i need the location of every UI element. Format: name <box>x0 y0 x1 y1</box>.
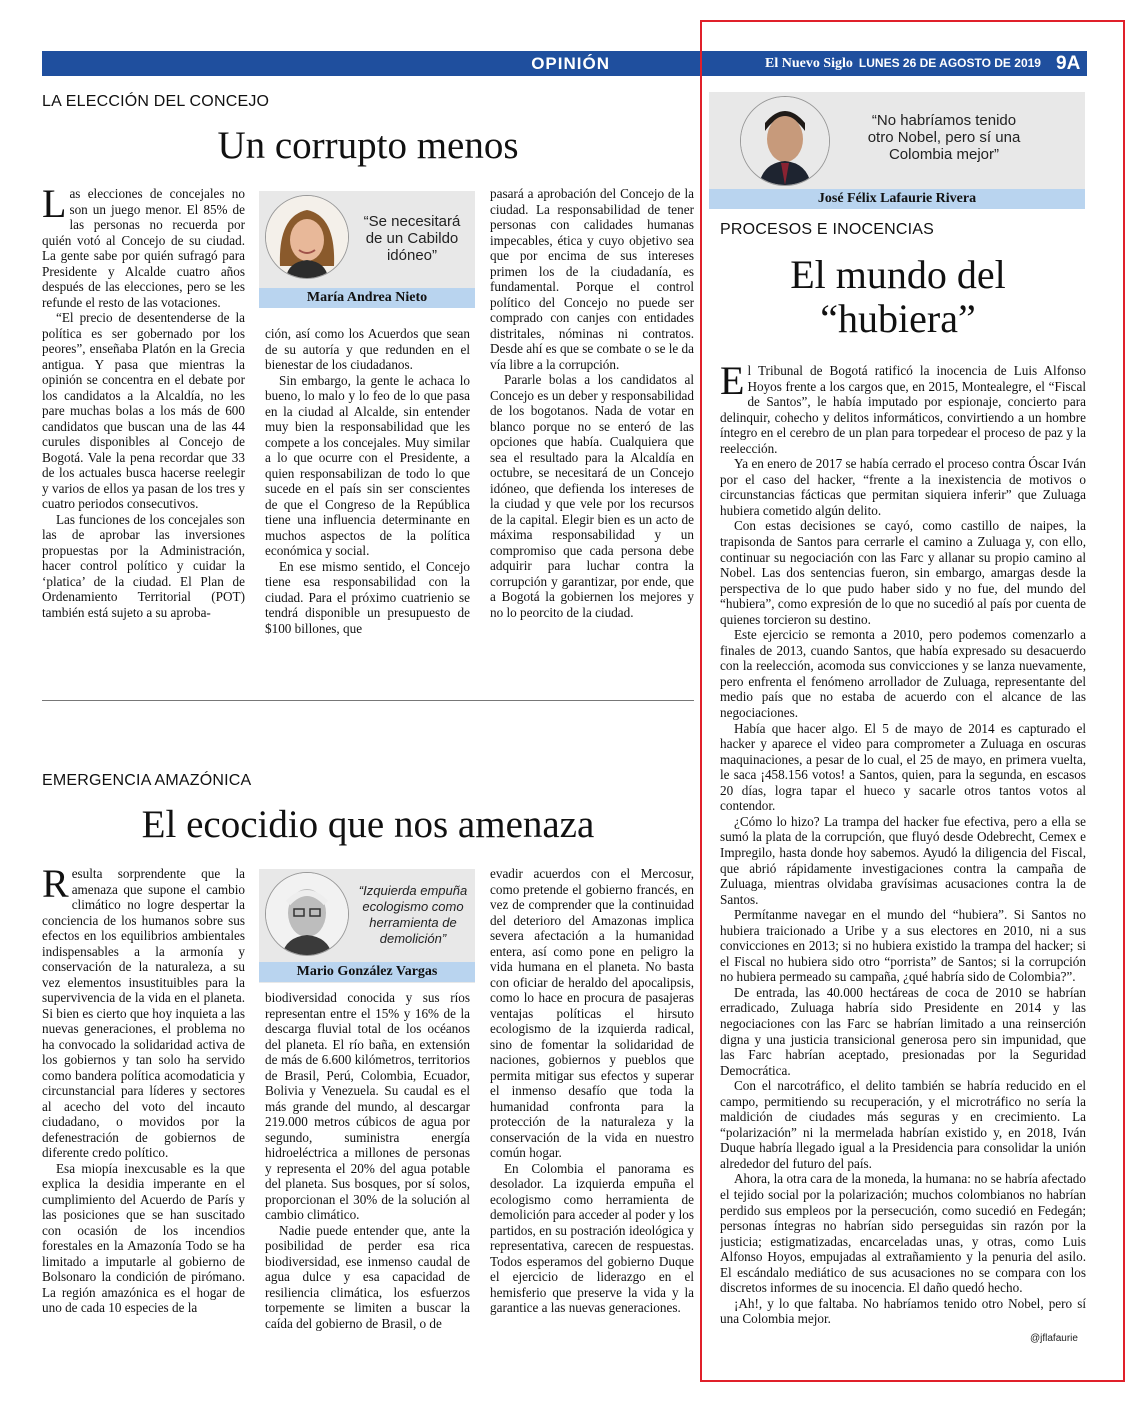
article2-column-3 <box>490 866 694 1352</box>
article3-kicker: PROCESOS E INOCENCIAS <box>720 221 935 238</box>
article1-paragraph: “El precio de desentenderse de la política es ser gobernado por los peores”, enseñaba Platón en la Grecia antigua. Y pasa que mientras la opinión se concentra en el debate por los candidatos a la Alcaldía, no les pare muchas bolas a los más de 600 candidatos que buscan una de las 44 curules disponibles al Concejo de Bogotá. Vale la pena recordar que 33 de los actuales busca hacerse reelegir y varios de ellos ya pasan de los tres y cuatro periodos consecutivos. <box>42 310 245 511</box>
article1-headline: Un corrupto menos <box>217 124 519 167</box>
author-portrait-icon <box>741 97 829 185</box>
article1-paragraph: ción, así como los Acuerdos que sean de su autoría y que redunden en el bienestar de los ciudadanos. <box>265 326 470 372</box>
author-photo <box>265 872 349 956</box>
article2-kicker: EMERGENCIA AMAZÓNICA <box>42 772 252 789</box>
author-photo <box>740 96 830 186</box>
author-quote: “No habríamos tenido otro Nobel, pero sí una Colombia mejor” <box>867 112 1021 163</box>
article3-paragraph: De entrada, las 40.000 hectáreas de coca de 2010 se habrían erradicado, Zuluaga habría sido Presidente en 2014 y las negociaciones con las Farc se habrían limitado a una reinserción digna y una justicia transicional generosa pero sin impunidad, que las Farc habrían aceptado, presionadas por la Seguridad Democrática. <box>720 984 1086 1078</box>
article3-paragraph: Ahora, la otra cara de la moneda, la humana: no se habría afectado el tejido social por la polarización; muchos colombianos no habrían perdido sus empleos por la persecución, como sucedió en Fedegán; personas íntegras no habrían sido perseguidas sin razón por la justicia; estigmatizadas, encarceladas unas, y otras, como Luis Alfonso Hoyos, empujadas al extrañamiento y la penuria del asilo. El escándalo mediático de sus acusaciones no se compara con los discretos informes de su inocencia. El daño quedó hecho. <box>720 1171 1086 1296</box>
article2-paragraph: Nadie puede entender que, ante la posibilidad de perder esa rica biodiversidad, ese inmenso caudal de agua dulce y esa capacidad de resiliencia climática, los esfuerzos torpemente se limiten a buscar la caída del gobierno de Brasil, o de <box>265 1222 470 1331</box>
article2-paragraph: Resulta sorprendente que la amenaza que supone el cambio climático no logre despertar la conciencia de los humanos sobre sus efectos en los equilibrios ambientales indispensables a la armonía y conservación de la naturaleza, a su vez elementos insustituibles para la supervivencia de la vida en el planeta. Si bien es cierto que hoy inquieta a las nuevas generaciones, el problema no ha convocado la solidaridad activa de los gobiernos y tan solo ha servido como bandera política acomodaticia y circunstancial para líderes y sectores al acecho del voto del incauto ciudadano, o movidos por la defenestración de gobiernos de diferente credo político. <box>42 866 245 1160</box>
article3-body <box>720 363 1086 1333</box>
article2-paragraph: Esa miopía inexcusable es la que explica la desidia imperante en el cumplimiento del Acuerdo de París y las posiciones que se han suscitado con ocasión de los incendios forestales en la Amazonía Todo se ha limitado a imputarle al gobierno de Bolsonaro la condición de pirómano. La región amazónica es el hogar de uno de cada 10 especies de la <box>42 1160 245 1315</box>
article3-headline-line: El mundo del <box>790 252 1006 297</box>
author-social-handle: @jflafaurie <box>1030 1333 1078 1344</box>
section-title: OPINIÓN <box>531 54 610 73</box>
article3-paragraph: Ya en enero de 2017 se había cerrado el proceso contra Óscar Iván por el caso del hacker, “frente a la inexistencia de motivos o circunstancias fácticas que permitan siquiera inferir” que Zuluaga hubiera cometido algún delito. <box>720 456 1086 518</box>
article1-paragraph: Sin embargo, la gente le achaca lo bueno, lo malo y lo feo de lo que pasa en la ciudad al Alcalde, sin entender muy bien la responsabilidad que les compete a los concejales. Muy similar a lo que ocurre con el Presidente, a quien responsabilizan de todo lo que sucede en el país sin ser conscientes de que el Congreso de la República tiene una influencia determinante en muchos aspectos de la política económica y social. <box>265 372 470 558</box>
article3-paragraph: Este ejercicio se remonta a 2010, pero podemos comenzarlo a finales de 2013, cuando Santos, que había expresado su desacuerdo con la reelección, acomoda sus convicciones y se lanza nuevamente, pero enfrenta el fenómeno arrollador de Zuluaga, representante del medio país que no estaba de acuerdo con el alcance de las negociaciones. <box>720 627 1086 721</box>
article3-paragraph: Con estas decisiones se cayó, como castillo de naipes, la trapisonda de Santos para cerrarle el camino a Zuluaga y, con ello, continuar su negociación con las Farc y allanar su propio camino al Nobel. Las dos sentencias fueron, sin embargo, amargas desde la perspectiva de lo que pudo haber sido y no fue, del mundo del “hubiera”, como expresión de lo que no sucedió al país por cuenta de quienes torcieron su destino. <box>720 518 1086 627</box>
article2-paragraph: biodiversidad conocida y sus ríos representan entre el 15% y 16% de la descarga fluvial total de los océanos del planeta. El río baña, en extensión de más de 6.600 kilómetros, territorios de Brasil, Perú, Colombia, Ecuador, Bolivia y Venezuela. Su caudal es el más grande del mundo, al descargar 219.000 metros cúbicos de agua por segundo, suministra energía hidroeléctrica a millones de personas y representa el 20% del agua potable del planeta. Sus bosques, por sí solos, proporcionan el 30% de la solución al cambio climático. <box>265 990 470 1222</box>
article1-dropcap: L <box>42 186 67 226</box>
article2-column-2 <box>265 990 470 1352</box>
article1-kicker: LA ELECCIÓN DEL CONCEJO <box>42 93 270 110</box>
author-name: María Andrea Nieto <box>259 288 475 308</box>
article2-author-box <box>259 869 475 983</box>
article1-column-1 <box>42 186 245 656</box>
article-divider <box>42 700 694 701</box>
article3-paragraph: Había que hacer algo. El 5 de mayo de 2014 es capturado el hacker y aparece el video para comprometer a Zuluaga en oscuras maquinaciones, a pesar de lo cual, el 25 de mayo, en primera vuelta, le saca ¡458.156 votos! a Santos, quien, para la segunda, en escasos 20 días, logra tapar el hueco y sacarle otros tantos votos al contendor. <box>720 720 1086 814</box>
article2-paragraph: En Colombia el panorama es desolador. La izquierda empuña el ecologismo como herramienta de demolición para acceder al poder y los partidos, en su postración ideológica y representativa, carecen de respuestas. Todos esperamos del gobierno Duque el ejercicio de liderazgo en el hemisferio que preserve la vida y la garantice a las nuevas generaciones. <box>490 1160 694 1315</box>
article1-paragraph: Pararle bolas a los candidatos al Concejo es un deber y responsabilidad de los bogotanos. Nada de votar en blanco porque no se enteró de las opciones que había. Cualquiera que sea el resultado para la Alcaldía en octubre, se necesitará de un Concejo idóneo, que defienda los intereses de la ciudad y que vele por los recursos de la capital. Elegir bien es un acto de máxima responsabilidad y un compromiso que cada persona debe adquirir para luchar contra la corrupción y garantizar, por ende, que a Bogotá la gobiernen los mejores y no lo peorcito de la ciudad. <box>490 372 694 620</box>
author-portrait-icon <box>266 873 348 955</box>
article3-author-box <box>709 92 1085 209</box>
article1-column-2 <box>265 326 470 656</box>
author-name: Mario González Vargas <box>259 962 475 982</box>
article3-paragraph: Permítanme navegar en el mundo del “hubiera”. Si Santos no hubiera traicionado a Uribe y a sus electores en 2010, ni a sus convicciones en 2013; si no hubiera existido la trampa del hacker; si el Fiscal no hubiera sido otro “porrista” de Santos; si la corrupción no hubiera permeado su campaña, ¿qué habría sido de Colombia?”. <box>720 907 1086 985</box>
article3-dropcap: E <box>720 363 745 403</box>
article1-paragraph: Las elecciones de concejales no son un juego menor. El 85% de las personas no recuerda por quién votó al Concejo de su ciudad. La gente sabe por quién sufragó para Presidente y Alcalde cuatro años después de las elecciones, pero se les refunde el resto de las votaciones. <box>42 186 245 310</box>
article2-column-1 <box>42 866 245 1352</box>
author-portrait-icon <box>266 196 348 278</box>
author-photo <box>265 195 349 279</box>
article1-paragraph: Las funciones de los concejales son las de aprobar las inversiones propuestas por la Administración, hacer control político y cuidar la ‘platica’ de la ciudad. El Plan de Ordenamiento Territorial (POT) también está sujeto a su aproba- <box>42 511 245 620</box>
article2-paragraph: evadir acuerdos con el Mercosur, como pretende el gobierno francés, en vez de comprender que la continuidad del deterioro del Amazonas implica severa afectación a la humanidad entera, así como pone en peligro la vida humana en el planeta. No basta con oficiar de heraldo del apocalipsis, como lo hace en procura de pasajeras ventajas políticas el hirsuto ecologismo de la izquierda radical, sino de fomentar la solidaridad de naciones, gobiernos y pueblos que permita mitigar sus efectos y superar el inmenso desafío que toda la humanidad confronta para la protección de la naturaleza y la conservación de la vida en nuestro común hogar. <box>490 866 694 1160</box>
article3-paragraph: ¿Cómo lo hizo? La trampa del hacker fue efectiva, pero a ella se sumó la plata de la corrupción, que fluyó desde Odebrecht, Cemex e Impregilo, hasta donde hoy sabemos. Ayudó la diligencia del Fiscal, que abrió rápidamente investigaciones contra la campaña de Zuluaga, mientras olvidaba gravísimas acusaciones contra la de Santos. <box>720 813 1086 907</box>
author-name: José Félix Lafaurie Rivera <box>709 189 1085 209</box>
author-quote: “Izquierda empuña ecologismo como herramienta de demolición” <box>358 883 468 946</box>
article3-paragraph: ¡Ah!, y lo que faltaba. No habríamos tenido otro Nobel, pero sí una Colombia mejor. <box>720 1295 1086 1327</box>
page-number: 9A <box>1056 53 1081 74</box>
article1-paragraph: En ese mismo sentido, el Concejo tiene esa responsabilidad con la ciudad. Para el próximo cuatrienio se tendrá disponible un presupuesto de $100 billones, que <box>265 558 470 636</box>
article1-paragraph: pasará a aprobación del Concejo de la ciudad. La responsabilidad de tener personas con calidades humanas impecables, ética y cuyo objetivo sea que por encima de sus intereses primen los de la ciudadanía, es fundamental. Porque el control político del Concejo no puede ser comprado con canjes con entidades distritales, nóminas ni contratos. Desde ahí es que se combate o se le da vía libre a la corrupción. <box>490 186 694 372</box>
article3-headline-line: “hubiera” <box>820 296 976 341</box>
article1-column-3 <box>490 186 694 656</box>
article3-paragraph: Con el narcotráfico, el delito también se habría reducido en el campo, permitiendo su recuperación, y el microtráfico no sería la maldición de ciudades más seguras y en crecimiento. La “polarización” ni la mermelada habrían existido y, en 2018, Iván Duque habría llegado igual a la Presidencia para consolidar la unión alrededor del futuro del país. <box>720 1078 1086 1171</box>
masthead-logo: El Nuevo Siglo <box>765 56 853 71</box>
author-quote: “Se necesitará de un Cabildo idóneo” <box>363 213 461 264</box>
issue-date: LUNES 26 DE AGOSTO DE 2019 <box>858 56 1041 70</box>
article3-headline <box>710 253 1086 341</box>
article1-author-box <box>259 191 475 308</box>
article2-headline: El ecocidio que nos amenaza <box>141 803 595 846</box>
article2-dropcap: R <box>42 866 69 906</box>
article3-paragraph: El Tribunal de Bogotá ratificó la inocencia de Luis Alfonso Hoyos frente a los cargos que, en 2015, Montealegre, el “Fiscal de Santos”, le había imputado por espionaje, concierto para delinquir, cohecho y delitos informáticos, convirtiendo a un hombre íntegro en el cerebro de un plan para torpedear el proceso de paz y la reelección. <box>720 363 1086 456</box>
